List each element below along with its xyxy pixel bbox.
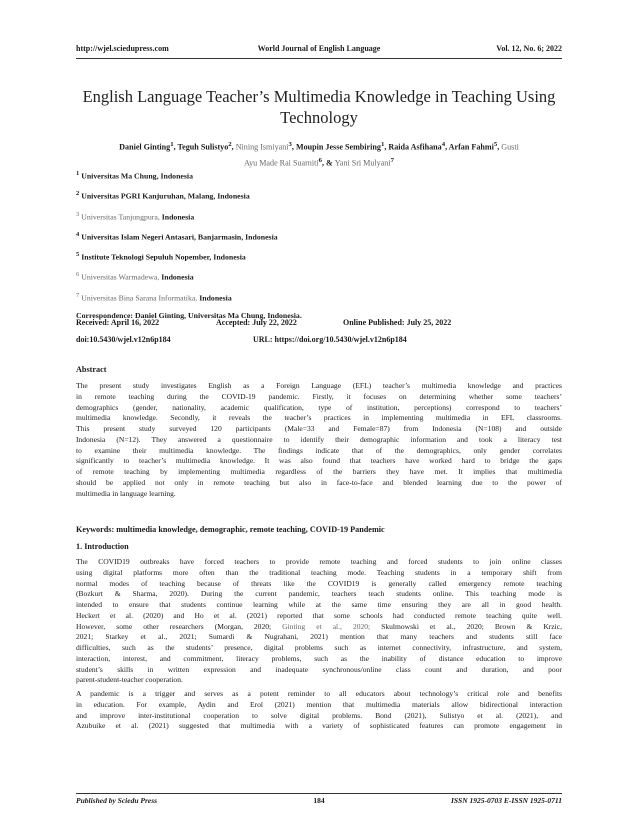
affiliation: $^1$ Universitas Ma Chung, Indonesia: [76, 170, 193, 181]
introduction-paragraph-2: A pandemic is a trigger and serves as a potent reminder to all educators about technology’s critical role and benefits in education. For example, Aydin and Erol (2021) mention that multimedia materials allow bidirectional interaction and improve inter-institutional cooperation to solve digital problems. Bond (2021), Sulistyo et al. (2021), and Azubuike et al. (2021) suggested that multimedia with a variety of sophisticated features can promote engagement in: [76, 689, 562, 731]
paper-title: English Language Teacher’s Multimedia Knowledge in Teaching Using Technology: [82, 87, 556, 127]
affiliation: $^4$ Universitas Islam Negeri Antasari, Banjarmasin, Indonesia: [76, 230, 278, 242]
journal-url[interactable]: http://wjel.sciedupress.com: [76, 44, 169, 53]
author-list: Daniel Ginting$^1$, Teguh Sulistyo$^2$, Nining Ismiyani$^3$, Moupin Jesse Sembiring$^1$, Raida Asfihana$^4$, Arfan Fahmi$^5$, Gusti Ayu Made Rai Suarniti$^6$, & Yani Sri Mulyani$^7$: [119, 141, 519, 168]
header-rule: [76, 58, 562, 59]
affiliation: $^3$ Universitas Tanjungpura, Indonesia: [76, 210, 195, 222]
author: Nining Ismiyani: [235, 142, 289, 152]
keywords: Keywords: multimedia knowledge, demographic, remote teaching, COVID-19 Pandemic: [76, 525, 385, 534]
journal-name: World Journal of English Language: [257, 44, 381, 53]
author: Gusti: [501, 142, 519, 152]
published-date: Online Published: July 25, 2022: [343, 318, 452, 327]
affiliation: $^6$ Universitas Warmadewa, Indonesia: [76, 271, 194, 283]
author: Yani Sri Mulyani: [334, 158, 391, 168]
publisher: Published by Sciedu Press: [76, 796, 158, 805]
publication-dates: [76, 318, 562, 352]
author: Moupin Jesse Sembiring: [295, 142, 381, 152]
abstract-body: The present study investigates English as a Foreign Language (EFL) teacher’s multimedia knowledge and practices in remote teaching during the COVID-19 pandemic. Firstly, it focuses on determining whether some teachers’ demographics (gender, nationality, academic qualification, type of institution, perceptions) correspond to teachers’ multimedia knowledge. Secondly, it reveals the teacher’s practices in implementing multimedia in EFL classrooms. This present study surveyed 120 participants (Male=33 and Female=87) from Indonesia (N=108) and outside Indonesia (N=12). They answered a questionnaire to identify their demographic information and took a literacy test to examine their multimedia knowledge. The findings indicate that of the demographics, only gender correlates significantly to teacher’s multimedia knowledge. It was also found that teachers have worked hard to bridge the gaps of remote teaching by implementing multimedia regardless of the barriers they have met. It implies that multimedia should be applied not only in remote teaching but also in face-to-face and blended learning due to the power of multimedia in language learning.: [76, 381, 562, 498]
issn: ISSN 1925-0703 E-ISSN 1925-0711: [450, 796, 562, 805]
page-number: 184: [313, 796, 325, 805]
gray-citation: Ginting et al., 2020;: [282, 621, 371, 631]
doi-url[interactable]: URL: https://doi.org/10.5430/wjel.v12n6p184: [253, 335, 407, 344]
affiliation: $^5$ Institute Teknologi Sepuluh Nopember, Indonesia: [76, 251, 246, 262]
affiliation: $^7$ Universitas Bina Sarana Informatika, Indonesia: [76, 291, 232, 303]
author: Arfan Fahmi: [448, 142, 494, 152]
correspondence: Correspondence: Daniel Ginting, Universitas Ma Chung, Indonesia.: [76, 311, 302, 321]
introduction-paragraph-1: The COVID19 outbreaks have forced teachers to provide remote teaching and forced students to join online classes using digital platforms more often than the traditional teaching mode. Teaching students in a temporary shift from normal modes of teaching because of threats like the COVID19 is generally called emergency remote teaching (Bozkurt & Sharma, 2020). During the current pandemic, teachers teach students online. This teaching mode is intended to ensure that students continue learning while at the same time ensuring they are all in good health. Heckert et al. (2020) and Ho et al. (2021) reported that some schools had conducted remote teaching quite well. However, some other researchers (Morgan, 2020; Ginting et al., 2020; Skulmowski et al., 2020; Brown & Krzic, 2021; Starkey et al., 2021; Sumardi & Nugrahani, 2021) mention that many teachers and students still face difficulties, such as the students’ presence, digital problems such as internet connectivity, infrastructure, and system, interaction, interest, and commitment, literacy problems, such as the inability of distance education to improve student’s skills in written expression and inadequate synchronous/online class count and duration, and poor parent-student-teacher cooperation.: [76, 557, 562, 685]
author: Raida Asfihana: [388, 142, 442, 152]
introduction-heading: 1. Introduction: [76, 542, 129, 551]
affiliation-list: [76, 165, 562, 325]
received-date: Received: April 16, 2022: [76, 318, 160, 327]
footer-rule: [76, 793, 562, 794]
volume-info: Vol. 12, No. 6; 2022: [496, 44, 562, 53]
abstract-heading: Abstract: [76, 365, 107, 374]
page-footer: [76, 796, 562, 808]
accepted-date: Accepted: July 22, 2022: [216, 318, 297, 327]
author: Teguh Sulistyo: [177, 142, 229, 152]
running-header: [76, 44, 562, 58]
doi[interactable]: doi:10.5430/wjel.v12n6p184: [76, 335, 171, 344]
affiliation: $^2$ Universitas PGRI Kanjuruhan, Malang, Indonesia: [76, 190, 250, 201]
author: Ayu Made Rai Suarniti: [244, 158, 319, 168]
author: Daniel Ginting: [119, 142, 171, 152]
